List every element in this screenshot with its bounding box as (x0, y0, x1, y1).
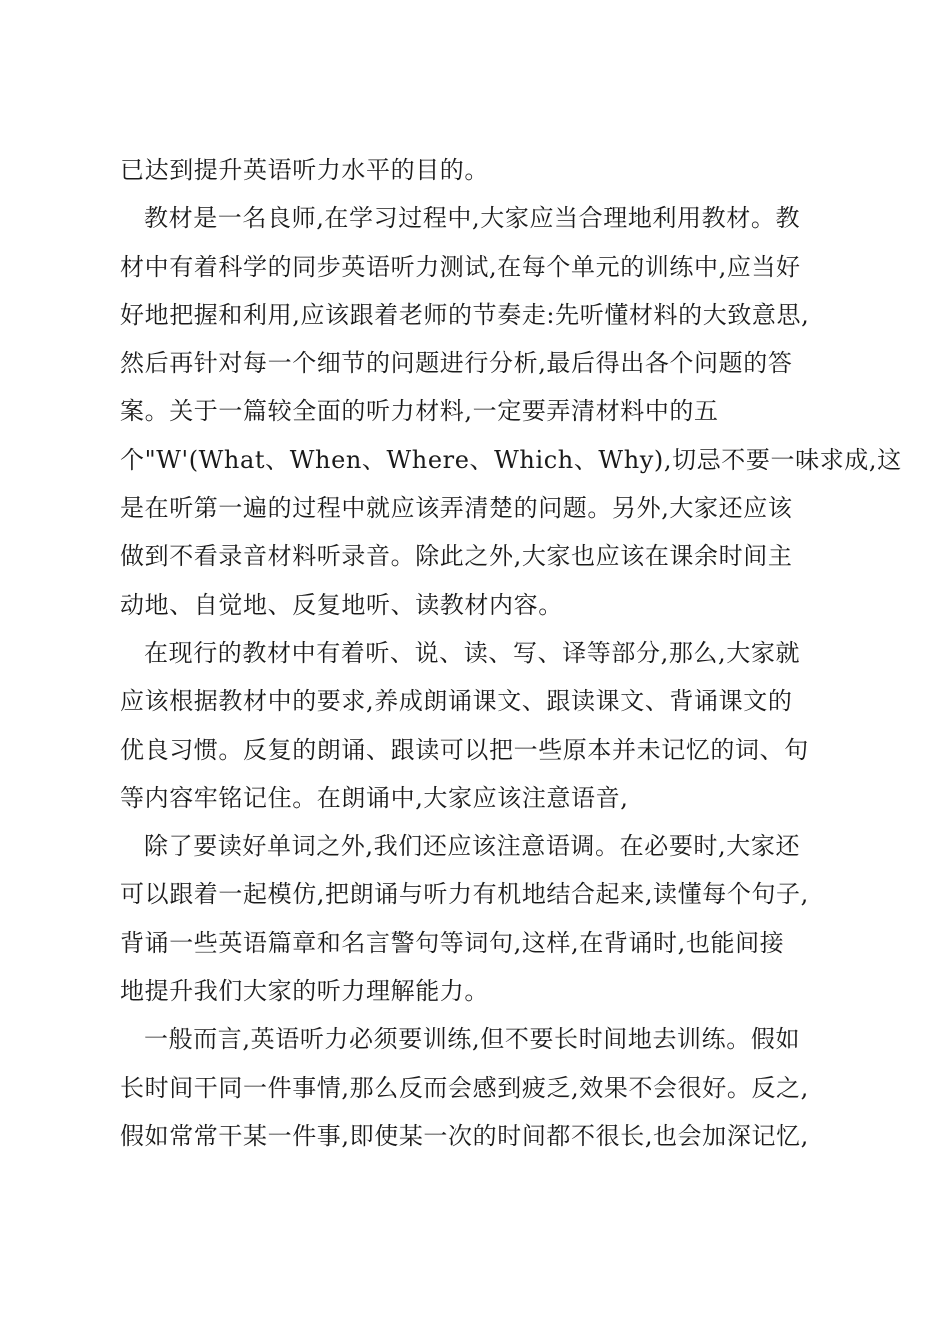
text-line: 等内容牢铭记住。在朗诵中,大家应该注意语音, (120, 783, 629, 812)
text-line: 优良习惯。反复的朗诵、跟读可以把一些原本并未记忆的词、句 (120, 735, 809, 764)
text-line: 案。关于一篇较全面的听力材料,一定要弄清材料中的五 (120, 397, 719, 426)
text-line: 已达到提升英语听力水平的目的。 (120, 156, 489, 184)
text-line: 然后再针对每一个细节的问题进行分析,最后得出各个问题的答 (120, 349, 793, 378)
paragraph-start-line: 除了要读好单词之外,我们还应该注意语调。在必要时,大家还 (144, 832, 801, 861)
text-line: 可以跟着一起模仿,把朗诵与听力有机地结合起来,读懂每个句子, (120, 880, 809, 909)
paragraph-start-line: 教材是一名良师,在学习过程中,大家应当合理地利用教材。教 (144, 204, 801, 233)
paragraph-start-line: 一般而言,英语听力必须要训练,但不要长时间地去训练。假如 (144, 1025, 801, 1054)
text-line: 个"W'(What、When、Where、Which、Why),切忌不要一味求成,这 (120, 445, 902, 474)
text-line: 应该根据教材中的要求,养成朗诵课文、跟读课文、背诵课文的 (120, 687, 793, 716)
paragraph-start-line: 在现行的教材中有着听、说、读、写、译等部分,那么,大家就 (144, 638, 801, 667)
text-line: 材中有着科学的同步英语听力测试,在每个单元的训练中,应当好 (120, 252, 801, 281)
text-line: 好地把握和利用,应该跟着老师的节奏走:先听懂材料的大致意思, (120, 300, 810, 329)
text-line: 地提升我们大家的听力理解能力。 (120, 977, 489, 1006)
text-line: 做到不看录音材料听录音。除此之外,大家也应该在课余时间主 (120, 542, 793, 571)
body-text (120, 146, 902, 1160)
text-line: 背诵一些英语篇章和名言警句等词句,这样,在背诵时,也能间接 (120, 928, 785, 957)
text-line: 是在听第一遍的过程中就应该弄清楚的问题。另外,大家还应该 (120, 494, 793, 523)
text-line: 动地、自觉地、反复地听、读教材内容。 (120, 590, 563, 619)
text-line: 长时间干同一件事情,那么反而会感到疲乏,效果不会很好。反之, (120, 1073, 809, 1102)
text-line: 假如常常干某一件事,即使某一次的时间都不很长,也会加深记忆, (120, 1121, 809, 1150)
